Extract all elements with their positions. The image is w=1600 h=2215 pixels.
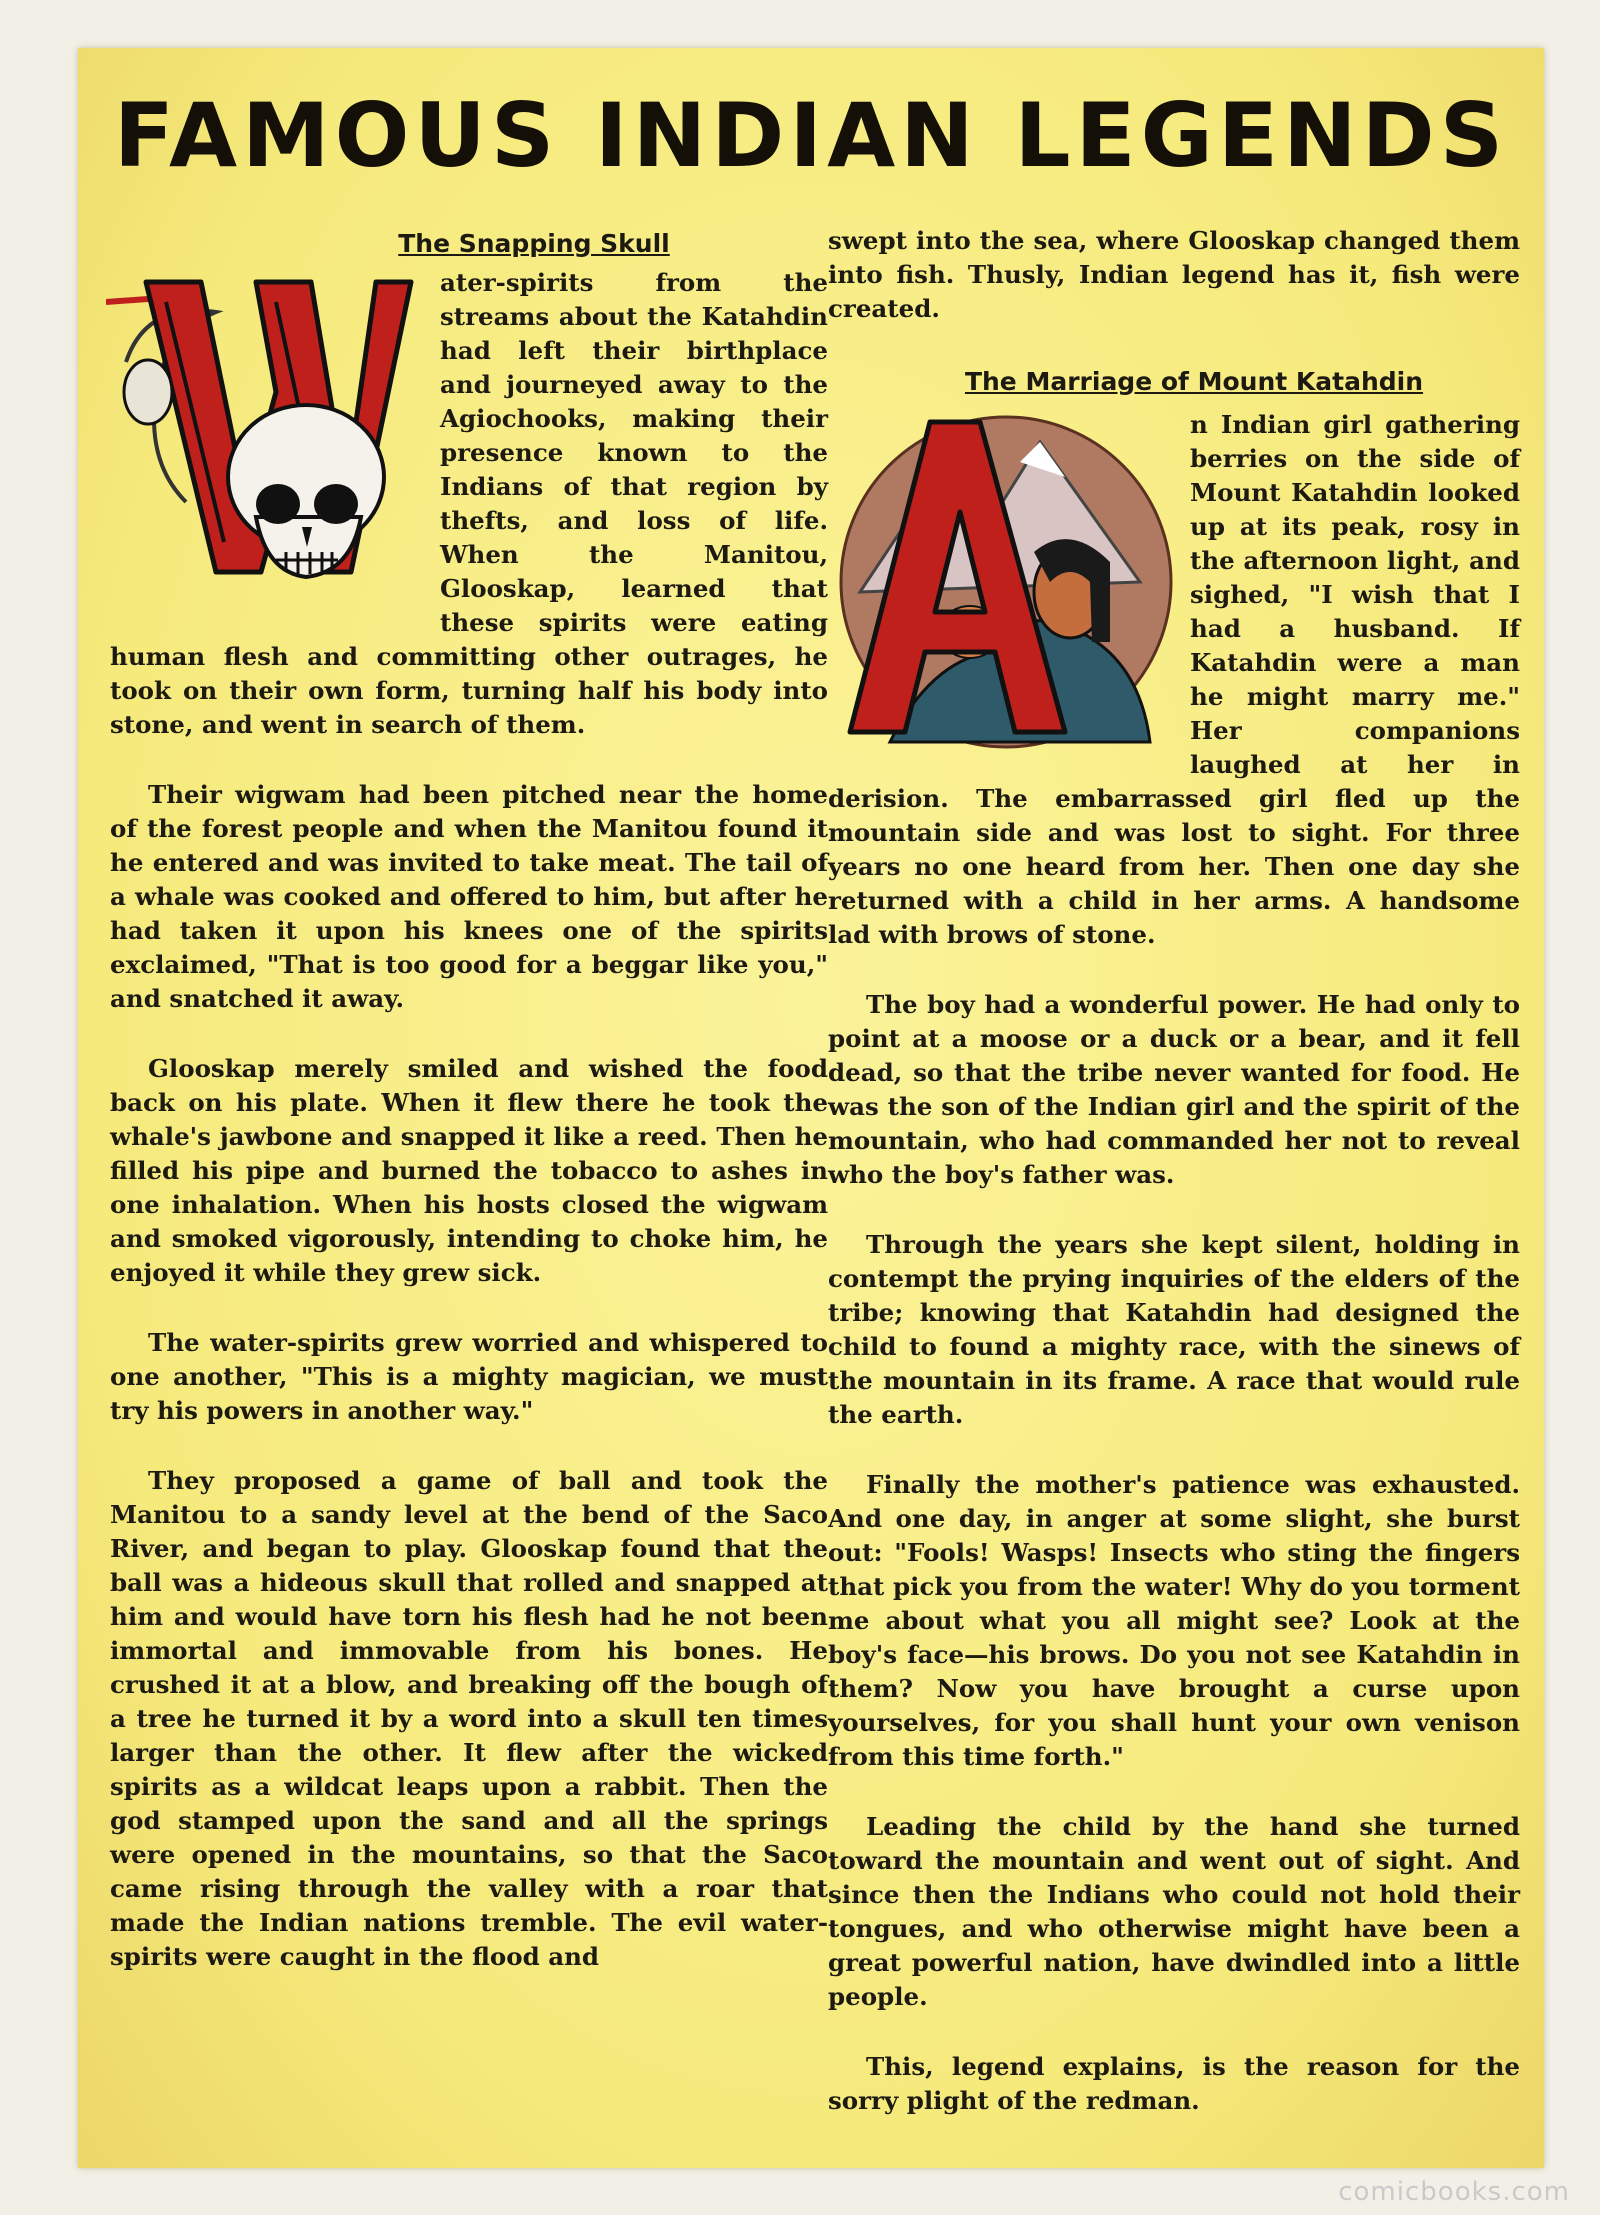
- right-column: [828, 224, 1520, 2118]
- story2-paragraph-4: Finally the mother's patience was exhausted. And one day, in anger at some slight, she burst out: "Fools! Wasps! Insects who sting the fingers that pick you from the water! Why do you torment me about what you all might see? Look at the boy's face—his brows. Do you not see Katahdin in them? Now you have brought a curse upon yourselves, for you shall hunt your own venison from this time forth.": [828, 1470, 1520, 1771]
- story1-paragraph-5: They proposed a game of ball and took the Manitou to a sandy level at the bend of the Saco River, and began to play. Glooskap found that the ball was a hideous skull that rolled and snapped at him and would have torn his flesh had he not been immortal and immovable from his bones. He crushed it at a blow, and breaking off the bough of a tree he turned it by a word into a skull ten times larger than the other. It flew after the wicked spirits as a wildcat leaps upon a rabbit. Then the god stamped upon the sand and all the springs were opened in the mountains, so that the Saco came rising through the valley with a roar that made the Indian nations tremble. The evil water-spirits were caught in the flood and: [110, 1466, 828, 1971]
- left-column: [110, 224, 828, 1974]
- story1-text-1: ater-spirits from the streams about the Katahdin had left their birthplace and journeyed away to the Agiochooks, making their presence known to the Indians of that region by thefts, and loss of life. When the Manitou, Glooskap, learned that these spirits were eating human flesh and committing other outrages, he took on their own form, turning half his body into stone, and went in search of them.: [110, 268, 828, 739]
- story1-paragraph-4: The water-spirits grew worried and whispered to one another, "This is a mighty magician, we must try his powers in another way.": [110, 1328, 828, 1425]
- dropcap-w-skull-icon: [106, 242, 426, 632]
- watermark: comicbooks.com: [1338, 2177, 1570, 2207]
- story1-heading: The Snapping Skull: [398, 229, 670, 258]
- story2-paragraph-5: Leading the child by the hand she turned toward the mountain and went out of sight. And since then the Indians who could not hold their tongues, and who otherwise might have been a great powerful nation, have dwindled into a little people.: [828, 1812, 1520, 2011]
- story2-heading: The Marriage of Mount Katahdin: [964, 367, 1424, 396]
- skull-dropcap-illustration: [106, 242, 426, 632]
- story1-paragraph-1: [110, 266, 828, 742]
- story1-paragraph-2: Their wigwam had been pitched near the home of the forest people and when the Manitou found it he entered and was invited to take meat. The tail of a whale was cooked and offered to him, but after he had taken it upon his knees one of the spirits exclaimed, "That is too good for a beggar like you," and snatched it away.: [110, 780, 828, 1013]
- comic-page: [78, 48, 1544, 2168]
- story1-continuation: swept into the sea, where Glooskap changed them into fish. Thusly, Indian legend has it, fish were created.: [828, 226, 1520, 323]
- page-title: FAMOUS INDIAN LEGENDS: [113, 84, 1509, 187]
- mountain-dropcap-illustration: [820, 402, 1176, 757]
- story2-paragraph-1: [828, 408, 1520, 952]
- story2-paragraph-6: This, legend explains, is the reason for the sorry plight of the redman.: [828, 2052, 1520, 2115]
- story2-paragraph-3: Through the years she kept silent, holding in contempt the prying inquiries of the elders of the tribe; knowing that Katahdin had designed the child to found a mighty race, with the sinews of the mountain in its frame. A race that would rule the earth.: [828, 1230, 1520, 1429]
- story2-paragraph-2: The boy had a wonderful power. He had only to point at a moose or a duck or a bear, and it fell dead, so that the tribe never wanted for food. He was the son of the Indian girl and the spirit of the mountain, who had commanded her not to reveal who the boy's father was.: [828, 990, 1520, 1189]
- dropcap-a-mountain-icon: [820, 402, 1176, 757]
- story2-text-1: n Indian girl gathering berries on the side of Mount Katahdin looked up at its peak, rosy in the afternoon light, and sighed, "I wish that I had a husband. If Katahdin were a man he might marry me." Her companions laughed at her in derision. The embarrassed girl fled up the mountain side and was lost to sight. For three years no one heard from her. Then one day she returned with a child in her arms. A handsome lad with brows of stone.: [828, 410, 1520, 949]
- story1-paragraph-3: Glooskap merely smiled and wished the food back on his plate. When it flew there he took the whale's jawbone and snapped it like a reed. Then he filled his pipe and burned the tobacco to ashes in one inhalation. When his hosts closed the wigwam and smoked vigorously, intending to choke him, he enjoyed it while they grew sick.: [110, 1054, 828, 1287]
